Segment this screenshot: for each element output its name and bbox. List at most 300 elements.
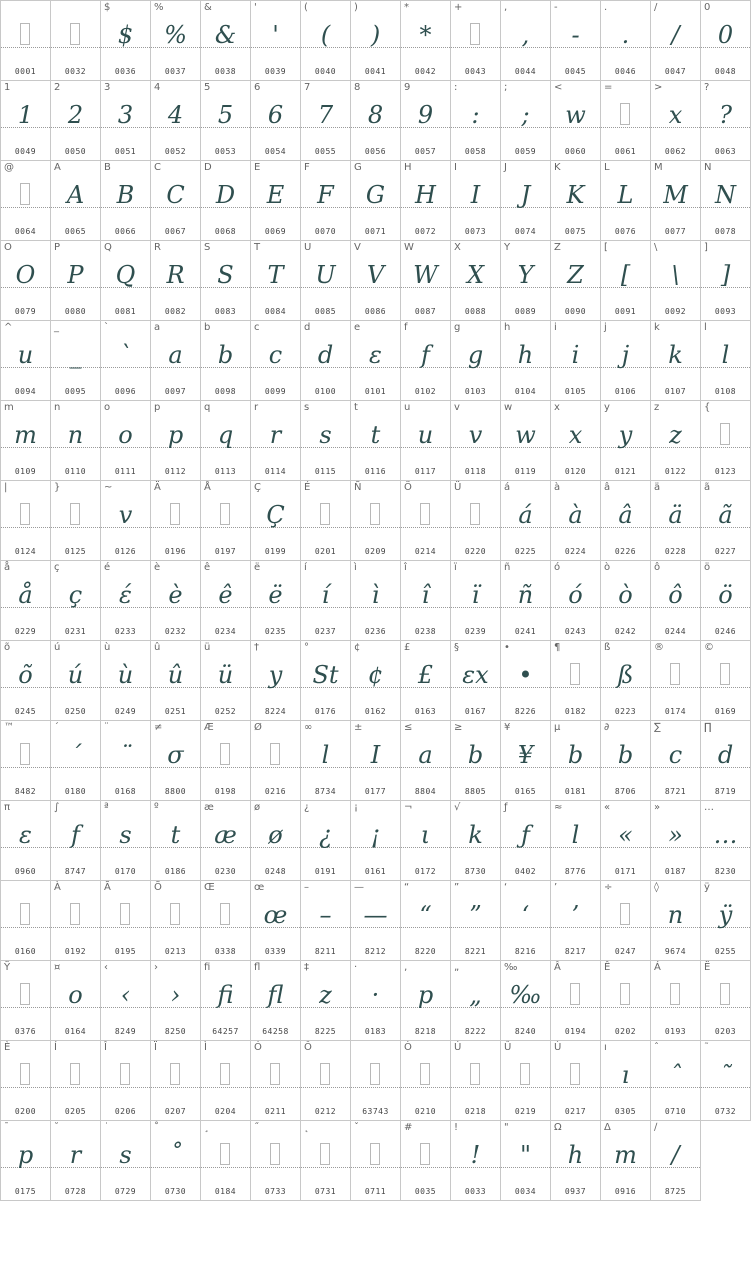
character-code: 0206 [114, 1107, 137, 1116]
glyph-preview: G [365, 181, 386, 209]
key-character-label: o [104, 402, 111, 413]
key-character-label: ≠ [154, 722, 163, 733]
glyph-row [1, 321, 751, 401]
key-character-label: † [254, 642, 259, 653]
character-code: 8730 [464, 867, 487, 876]
glyph-cell [651, 401, 701, 481]
character-code: 0101 [364, 387, 387, 396]
glyph-cell [701, 561, 751, 641]
key-character-label: ‹ [104, 962, 108, 973]
missing-glyph-box [20, 983, 30, 1005]
key-character-label: Ô [304, 1042, 312, 1053]
key-character-label: 9 [404, 82, 411, 93]
glyph-cell [151, 241, 201, 321]
missing-glyph-box [470, 23, 480, 45]
character-code: 0235 [264, 627, 287, 636]
glyph-cell [1, 401, 51, 481]
character-code: 0218 [464, 1107, 487, 1116]
character-code: 0107 [664, 387, 687, 396]
glyph-preview: a [418, 741, 433, 769]
character-code: 0168 [114, 787, 137, 796]
missing-glyph-box [20, 183, 30, 205]
key-character-label: ˘ [54, 1122, 59, 1133]
key-character-label: ˛ [304, 1122, 309, 1133]
glyph-cell [401, 1, 451, 81]
glyph-cell [251, 881, 301, 961]
character-code: 0175 [14, 1187, 37, 1196]
glyph-cell [251, 641, 301, 721]
glyph-cell [551, 1, 601, 81]
glyph-cell [1, 961, 51, 1041]
missing-glyph-box [320, 503, 330, 525]
glyph-preview: £ [417, 661, 434, 689]
glyph-cell [451, 801, 501, 881]
glyph-cell [201, 241, 251, 321]
character-code: 0043 [464, 67, 487, 76]
glyph-preview: " [519, 1141, 532, 1169]
glyph-cell [401, 561, 451, 641]
missing-glyph-box [20, 503, 30, 525]
baseline-guide [301, 1087, 350, 1088]
key-character-label: Ö [404, 482, 412, 493]
key-character-label: ç [54, 562, 60, 573]
character-code: 0916 [614, 1187, 637, 1196]
character-code: 0126 [114, 547, 137, 556]
character-code: 0212 [314, 1107, 337, 1116]
key-character-label: ä [654, 482, 661, 493]
key-character-label: ¶ [554, 642, 561, 653]
missing-glyph-box [170, 503, 180, 525]
glyph-cell [401, 1121, 451, 1201]
glyph-preview: í [321, 581, 330, 609]
key-character-label: £ [404, 642, 411, 653]
character-code: 0165 [514, 787, 537, 796]
glyph-cell [451, 881, 501, 961]
key-character-label: ƒ [504, 802, 508, 813]
character-code: 0731 [314, 1187, 337, 1196]
character-code: 0122 [664, 467, 687, 476]
glyph-preview: ä [668, 501, 683, 529]
character-code: 8250 [164, 1027, 187, 1036]
baseline-guide [551, 1007, 600, 1008]
glyph-cell [101, 321, 151, 401]
glyph-preview: ; [521, 101, 530, 129]
glyph-preview: ] [720, 261, 731, 289]
character-code: 0065 [64, 227, 87, 236]
character-code: 0182 [564, 707, 587, 716]
glyph-row [1, 801, 751, 881]
key-character-label: | [4, 482, 8, 493]
key-character-label: É [304, 482, 311, 493]
glyph-cell [51, 881, 101, 961]
key-character-label: ” [454, 882, 460, 893]
key-character-label: % [154, 2, 164, 13]
character-code: 8719 [714, 787, 737, 796]
glyph-preview: J [520, 181, 531, 209]
baseline-guide [651, 1007, 700, 1008]
glyph-cell [401, 801, 451, 881]
character-code: 0250 [64, 707, 87, 716]
key-character-label: ∫ [54, 802, 60, 813]
glyph-cell [651, 1041, 701, 1121]
glyph-cell [651, 881, 701, 961]
glyph-preview: έ [119, 581, 132, 609]
glyph-preview: 5 [217, 101, 234, 129]
glyph-preview: b [217, 341, 234, 369]
character-code: 8217 [564, 947, 587, 956]
character-code: 0103 [464, 387, 487, 396]
character-code: 0207 [164, 1107, 187, 1116]
glyph-cell [651, 721, 701, 801]
glyph-preview: r [69, 1141, 82, 1169]
key-character-label: K [554, 162, 561, 173]
glyph-preview: ’ [571, 901, 580, 929]
baseline-guide [451, 1087, 500, 1088]
baseline-guide [1, 927, 50, 928]
glyph-cell [51, 81, 101, 161]
key-character-label: 6 [254, 82, 261, 93]
glyph-cell [701, 881, 751, 961]
key-character-label: ° [304, 642, 309, 653]
baseline-guide [401, 527, 450, 528]
glyph-cell [551, 881, 601, 961]
glyph-cell [601, 321, 651, 401]
character-code: 0109 [14, 467, 37, 476]
glyph-preview: ù [117, 661, 134, 689]
missing-glyph-box [320, 1063, 330, 1085]
glyph-cell [451, 161, 501, 241]
character-code: 0035 [414, 1187, 437, 1196]
key-character-label: ; [504, 82, 508, 93]
character-code: 0205 [64, 1107, 87, 1116]
key-character-label: ˆ [654, 1042, 659, 1053]
character-code: 0069 [264, 227, 287, 236]
key-character-label: ¤ [54, 962, 61, 973]
key-character-label: * [404, 2, 409, 13]
key-character-label: - [554, 2, 558, 13]
glyph-preview: f [71, 821, 80, 849]
key-character-label: Ë [704, 962, 711, 973]
glyph-preview: y [618, 421, 633, 449]
glyph-cell [601, 641, 651, 721]
glyph-cell [51, 1121, 101, 1201]
key-character-label: r [254, 402, 259, 413]
baseline-guide [51, 927, 100, 928]
glyph-preview: j [621, 341, 630, 369]
glyph-preview: v [118, 501, 133, 529]
glyph-cell [51, 721, 101, 801]
glyph-preview: ê [218, 581, 233, 609]
key-character-label: ! [454, 1122, 459, 1133]
key-character-label: + [454, 2, 463, 13]
glyph-cell [401, 1041, 451, 1121]
key-character-label: ∏ [704, 722, 712, 733]
glyph-preview: — [363, 901, 388, 929]
character-code: 0084 [264, 307, 287, 316]
glyph-cell [151, 1121, 201, 1201]
glyph-preview: ¢ [367, 661, 384, 689]
glyph-preview: A [66, 181, 85, 209]
glyph-preview: b [617, 741, 634, 769]
missing-glyph-box [170, 903, 180, 925]
glyph-cell [551, 721, 601, 801]
glyph-cell [351, 321, 401, 401]
glyph-preview: $ [117, 21, 134, 49]
glyph-cell [651, 961, 701, 1041]
character-code: 0226 [614, 547, 637, 556]
missing-glyph-box [670, 663, 680, 685]
key-character-label: ò [604, 562, 611, 573]
glyph-preview: î [421, 581, 430, 609]
character-code: 0113 [214, 467, 237, 476]
character-code: 0246 [714, 627, 737, 636]
glyph-preview: ô [668, 581, 683, 609]
glyph-preview: s [119, 821, 132, 849]
character-code: 0196 [164, 547, 187, 556]
missing-glyph-box [270, 1063, 280, 1085]
key-character-label: B [104, 162, 111, 173]
baseline-guide [451, 47, 500, 48]
character-code: 0195 [114, 947, 137, 956]
character-code: 0032 [64, 67, 87, 76]
key-character-label: . [604, 2, 608, 13]
glyph-cell [651, 241, 701, 321]
key-character-label: y [604, 402, 610, 413]
character-code: 0060 [564, 147, 587, 156]
glyph-preview: 7 [317, 101, 334, 129]
key-character-label: ¬ [404, 802, 413, 813]
character-code: 0728 [64, 1187, 87, 1196]
character-code: 0193 [664, 1027, 687, 1036]
glyph-cell [651, 81, 701, 161]
glyph-cell [301, 881, 351, 961]
key-character-label: A [54, 162, 61, 173]
glyph-cell [401, 241, 451, 321]
key-character-label: W [404, 242, 414, 253]
key-character-label: Q [104, 242, 112, 253]
missing-glyph-box [270, 1143, 280, 1165]
glyph-preview: D [215, 181, 236, 209]
character-code: 0041 [364, 67, 387, 76]
character-code: 0100 [314, 387, 337, 396]
key-character-label: a [154, 322, 161, 333]
character-code: 0099 [264, 387, 287, 396]
character-code: 8230 [714, 867, 737, 876]
baseline-guide [251, 1167, 300, 1168]
character-code: 0095 [64, 387, 87, 396]
glyph-cell [251, 561, 301, 641]
key-character-label: t [354, 402, 358, 413]
baseline-guide [701, 447, 750, 448]
glyph-cell [101, 801, 151, 881]
key-character-label: x [554, 402, 560, 413]
glyph-cell [101, 561, 151, 641]
glyph-cell [101, 161, 151, 241]
key-character-label: Ã [104, 882, 111, 893]
missing-glyph-box [320, 1143, 330, 1165]
glyph-cell [501, 561, 551, 641]
key-character-label: ´ [54, 722, 59, 733]
key-character-label: õ [4, 642, 11, 653]
glyph-cell [351, 641, 401, 721]
glyph-cell [201, 1121, 251, 1201]
character-code: 0037 [164, 67, 187, 76]
key-character-label: $ [104, 2, 111, 13]
glyph-preview: E [266, 181, 285, 209]
character-code: 0105 [564, 387, 587, 396]
glyph-preview: 8 [367, 101, 384, 129]
baseline-guide [1, 527, 50, 528]
glyph-preview: œ [263, 901, 288, 929]
glyph-cell [451, 401, 501, 481]
glyph-cell [351, 241, 401, 321]
glyph-cell [301, 721, 351, 801]
glyph-cell [451, 1041, 501, 1121]
missing-glyph-box [70, 23, 80, 45]
key-character-label: , [504, 2, 508, 13]
key-character-label: S [204, 242, 211, 253]
character-code: 8706 [614, 787, 637, 796]
key-character-label: å [4, 562, 11, 573]
glyph-preview: 3 [117, 101, 134, 129]
glyph-cell [651, 481, 701, 561]
character-code: 0242 [614, 627, 637, 636]
key-character-label: ﬂ [254, 962, 261, 973]
character-code: 0089 [514, 307, 537, 316]
glyph-preview: õ [18, 661, 33, 689]
glyph-preview: R [166, 261, 185, 289]
character-code: 0732 [714, 1107, 737, 1116]
glyph-preview: â [618, 501, 633, 529]
character-code: 0051 [114, 147, 137, 156]
character-code: 0061 [614, 147, 637, 156]
key-character-label: Á [654, 962, 661, 973]
glyph-cell [51, 561, 101, 641]
character-code: 0219 [514, 1107, 537, 1116]
key-character-label: / [654, 2, 658, 13]
character-code: 0091 [614, 307, 637, 316]
glyph-preview: b [467, 741, 484, 769]
key-character-label: ^ [4, 322, 13, 333]
character-code: 0124 [14, 547, 37, 556]
key-character-label: C [154, 162, 161, 173]
character-code: 0073 [464, 227, 487, 236]
glyph-preview: ÿ [718, 901, 733, 929]
key-character-label: ˝ [254, 1122, 259, 1133]
character-code: 0001 [14, 67, 37, 76]
glyph-preview: á [518, 501, 533, 529]
character-code: 0194 [564, 1027, 587, 1036]
missing-glyph-box [20, 903, 30, 925]
character-code: 0067 [164, 227, 187, 236]
key-character-label: ¸ [204, 1122, 209, 1133]
glyph-cell [51, 321, 101, 401]
glyph-preview: û [167, 661, 184, 689]
character-code: 0068 [214, 227, 237, 236]
glyph-preview: t [170, 821, 181, 849]
glyph-preview: & [214, 21, 237, 49]
glyph-cell [601, 881, 651, 961]
character-code: 0241 [514, 627, 537, 636]
missing-glyph-box [570, 663, 580, 685]
key-character-label: ë [254, 562, 261, 573]
key-character-label: › [154, 962, 158, 973]
glyph-cell [301, 81, 351, 161]
key-character-label: ) [354, 2, 358, 13]
character-code: 0200 [14, 1107, 37, 1116]
glyph-cell [351, 1041, 401, 1121]
glyph-cell [501, 961, 551, 1041]
glyph-cell [251, 161, 301, 241]
character-code: 0251 [164, 707, 187, 716]
character-code: 0116 [364, 467, 387, 476]
key-character-label: Ù [554, 1042, 562, 1053]
glyph-cell [401, 401, 451, 481]
glyph-cell [351, 721, 401, 801]
glyph-cell [551, 481, 601, 561]
character-code: 0160 [14, 947, 37, 956]
glyph-cell [101, 1041, 151, 1121]
baseline-guide [201, 1167, 250, 1168]
character-code: 0070 [314, 227, 337, 236]
glyph-cell [51, 641, 101, 721]
glyph-preview: “ [419, 901, 432, 929]
glyph-cell [101, 721, 151, 801]
character-code: 0186 [164, 867, 187, 876]
character-code: 0220 [464, 547, 487, 556]
missing-glyph-box [220, 1143, 230, 1165]
baseline-guide [701, 1007, 750, 1008]
glyph-cell [701, 1041, 751, 1121]
character-code: 0213 [164, 947, 187, 956]
character-code: 0064 [14, 227, 37, 236]
key-character-label: Ü [454, 482, 462, 493]
glyph-row [1, 641, 751, 721]
baseline-guide [201, 527, 250, 528]
character-code: 0216 [264, 787, 287, 796]
glyph-cell [651, 1, 701, 81]
glyph-cell [501, 801, 551, 881]
glyph-preview: W [413, 261, 438, 289]
key-character-label: Œ [204, 882, 215, 893]
character-code: 0072 [414, 227, 437, 236]
glyph-cell [551, 401, 601, 481]
glyph-preview: · [371, 981, 380, 1009]
character-code: 0402 [514, 867, 537, 876]
glyph-cell [401, 321, 451, 401]
glyph-row [1, 161, 751, 241]
key-character-label: ö [704, 562, 711, 573]
character-code: 8212 [364, 947, 387, 956]
glyph-row [1, 241, 751, 321]
baseline-guide [201, 927, 250, 928]
glyph-cell [601, 801, 651, 881]
glyph-cell [451, 321, 501, 401]
glyph-preview: H [415, 181, 436, 209]
baseline-guide [1, 767, 50, 768]
baseline-guide [101, 1087, 150, 1088]
glyph-preview: f [421, 341, 430, 369]
key-character-label: ê [204, 562, 211, 573]
character-code: 0167 [464, 707, 487, 716]
character-code: 0038 [214, 67, 237, 76]
key-character-label: _ [54, 322, 59, 333]
glyph-cell [51, 801, 101, 881]
glyph-cell [101, 481, 151, 561]
glyph-cell [151, 881, 201, 961]
glyph-cell [351, 481, 401, 561]
glyph-cell [201, 481, 251, 561]
